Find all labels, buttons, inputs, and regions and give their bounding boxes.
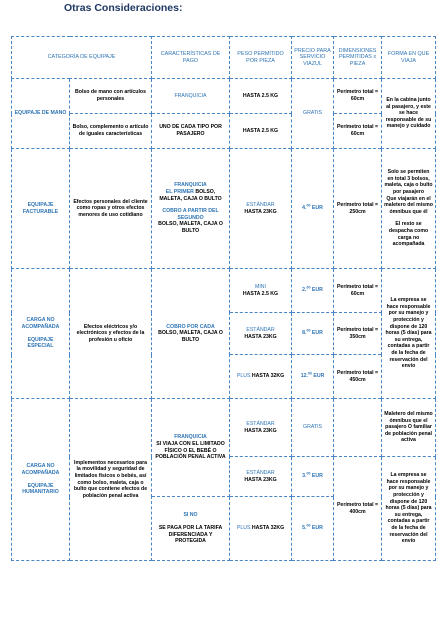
page-title: Otras Consideraciones: (64, 2, 183, 14)
humanitario-pago-1 (152, 399, 230, 497)
facturable-item: Efectos personales del cliente como ropas y otros efectos menores de uso cotidiano (70, 149, 152, 269)
humanitario-peso-2 (230, 457, 292, 497)
especial-precio-mini-sup: 00 (306, 285, 311, 290)
especial-pago (152, 269, 230, 399)
especial-peso-plus-label: PLUS (236, 373, 251, 380)
row-humanitario-1 (12, 399, 436, 457)
baggage-table (11, 36, 436, 561)
especial-pago-label: COBRO POR CADA (166, 323, 215, 330)
humanitario-precio-3-num: 5. (302, 525, 307, 532)
facturable-pago-b-text: BOLSO, MALETA, CAJA O BULTO (158, 221, 223, 234)
facturable-precio-num: 4. (302, 205, 307, 212)
humanitario-precio-2-num: 3. (302, 473, 307, 480)
especial-forma: La empresa se hace responsable por su manejo y protección y dispone de 120 horas (5 días) para su entrega, contadas a partir de la fecha de reservación del envío (382, 269, 436, 399)
especial-precio-plus-num: 12. (300, 373, 308, 380)
especial-peso-plus-value: HASTA 32KG (251, 373, 285, 380)
mano-item-1: Bolso de mano con artículos personales (70, 79, 152, 114)
mano-dim-2: Perímetro total = 60cm (334, 114, 382, 149)
humanitario-dim-empty (334, 399, 382, 457)
header-precio: PRECIO PARA SERVICIO VIAZUL (292, 37, 334, 79)
cat-especial (12, 269, 70, 399)
mano-pago-1: FRANQUICIA (152, 79, 230, 114)
facturable-pago-b-label: COBRO A PARTIR DEL SEGUNDO (162, 208, 219, 221)
humanitario-peso-3-label: PLUS (236, 525, 251, 532)
especial-precio-mini-cur: EUR (311, 287, 323, 294)
humanitario-precio-3 (292, 497, 334, 561)
mano-peso-2: HASTA 2.5 KG (230, 114, 292, 149)
especial-peso-mini (230, 269, 292, 313)
humanitario-precio-2-cur: EUR (311, 473, 323, 480)
humanitario-pago-2-text: SE PAGA POR LA TARIFA DIFERENCIADA Y PROTEGIDA (158, 524, 223, 545)
humanitario-peso-2-value: HASTA 23KG (244, 476, 277, 483)
especial-peso-mini-label: MINI (255, 283, 266, 290)
especial-peso-estandar (230, 313, 292, 355)
humanitario-pago-1-label: FRANQUICIA (174, 434, 207, 441)
especial-precio-mini-num: 2. (302, 287, 307, 294)
header-caracteristicas: CARACTERÍSTICAS DE PAGO (152, 37, 230, 79)
facturable-forma-a: Solo se permiten en total 3 bolsos, maleta, caja o bulto por pasajero (384, 169, 433, 196)
cat-humanitario-a: CARGA NO ACOMPAÑADA (21, 463, 60, 476)
header-dimensiones: DIMENSIONES PERMITIDAS x PIEZA (334, 37, 382, 79)
facturable-pago-a-text: BOLSO, MALETA, CAJA O BULTO (159, 189, 222, 202)
especial-pago-text: BOLSO, MALETA, CAJA O BULTO (158, 330, 223, 343)
header-forma: FORMA EN QUE VIAJA (382, 37, 436, 79)
row-mano-1 (12, 79, 436, 114)
especial-dim-estandar: Perímetro total = 350cm (334, 313, 382, 355)
humanitario-precio-2 (292, 457, 334, 497)
header-peso: PESO PERMITIDO POR PIEZA (230, 37, 292, 79)
facturable-peso-value: HASTA 23KG (244, 208, 277, 215)
mano-item-2: Bolso, complemento o artículo de iguales características (70, 114, 152, 149)
humanitario-peso-2-label: ESTÁNDAR (246, 469, 275, 476)
especial-dim-plus: Perímetro total = 450cm (334, 355, 382, 399)
especial-peso-mini-value: HASTA 2.5 KG (242, 290, 279, 297)
cat-humanitario (12, 399, 70, 561)
humanitario-forma-1: Maletero del mismo ómnibus que el pasajero O familiar de población penal activa (382, 399, 436, 457)
facturable-precio (292, 149, 334, 269)
especial-precio-plus-sup: 00 (307, 371, 312, 376)
especial-peso-plus (230, 355, 292, 399)
cat-especial-b: EQUIPAJE ESPECIAL (27, 336, 54, 350)
row-mano-2 (12, 114, 436, 149)
humanitario-peso-1-value: HASTA 23KG (244, 427, 277, 434)
mano-peso-1: HASTA 2.5 KG (230, 79, 292, 114)
humanitario-precio-3-sup: 00 (306, 523, 311, 528)
cat-mano: EQUIPAJE DE MANO (12, 79, 70, 149)
facturable-pago-a-prefix: EL PRIMER (165, 189, 194, 196)
mano-forma: En la cabina junto al pasajero, y este se hace responsable de su manejo y cuidado (382, 79, 436, 149)
especial-precio-mini (292, 269, 334, 313)
humanitario-peso-3-value: HASTA 32KG (251, 525, 285, 532)
humanitario-pago-2 (152, 497, 230, 561)
humanitario-item: Implementos necesarios para la movilidad y seguridad de limitados físicos o bebés, así como bolso, maleta, caja o bulto que contiene efectos de población penal activa (70, 399, 152, 561)
especial-peso-estandar-label: ESTÁNDAR (246, 326, 275, 333)
humanitario-precio-2-sup: 00 (306, 471, 311, 476)
especial-precio-plus-cur: EUR (313, 373, 325, 380)
especial-precio-estandar-sup: 00 (306, 328, 311, 333)
facturable-precio-sup: 00 (306, 203, 311, 208)
facturable-forma-b: Que viajarán en el maletero del mismo ómnibus que él (384, 195, 433, 215)
facturable-peso (230, 149, 292, 269)
especial-dim-mini: Perímetro total = 60cm (334, 269, 382, 313)
cat-facturable: EQUIPAJE FACTURABLE (12, 149, 70, 269)
facturable-dim: Perímetro total = 250cm (334, 149, 382, 269)
especial-precio-estandar (292, 313, 334, 355)
facturable-peso-label: ESTÁNDAR (246, 201, 275, 208)
facturable-pago-a-label: FRANQUICIA (174, 182, 207, 189)
header-row (12, 37, 436, 79)
facturable-forma-c: El resto se despacha como carga no acompañada (388, 221, 429, 248)
mano-pago-2: UNO DE CADA TIPO POR PASAJERO (152, 114, 230, 149)
especial-peso-estandar-value: HASTA 23KG (244, 333, 277, 340)
humanitario-peso-1 (230, 399, 292, 457)
mano-dim-1: Perímetro total = 60cm (334, 79, 382, 114)
row-especial-mini (12, 269, 436, 313)
humanitario-peso-1-label: ESTÁNDAR (246, 420, 275, 427)
humanitario-pago-1-text: SI VIAJA CON EL LIMITADO FÍSICO O EL BEBÉ O POBLACIÓN PENAL ACTIVA (155, 440, 226, 461)
facturable-pago (152, 149, 230, 269)
facturable-precio-cur: EUR (311, 205, 323, 212)
humanitario-precio-3-cur: EUR (311, 525, 323, 532)
mano-precio: GRATIS (292, 79, 334, 149)
header-categoria: CATEGORÍA DE EQUIPAJE (12, 37, 152, 79)
especial-precio-estandar-num: 8. (302, 330, 307, 337)
cat-humanitario-b: EQUIPAJE HUMANITARIO (22, 482, 59, 496)
humanitario-dim: Perímetro total = 400cm (334, 457, 382, 561)
facturable-forma (382, 149, 436, 269)
humanitario-forma-2: La empresa se hace responsable por su manejo y protección y dispone de 120 horas (5 días) para su entrega, contadas a partir de la fecha de reservación del envío (382, 457, 436, 561)
cat-especial-a: CARGA NO ACOMPAÑADA (21, 317, 60, 330)
humanitario-precio-1: GRATIS (292, 399, 334, 457)
especial-precio-plus (292, 355, 334, 399)
humanitario-pago-2-label: SI NO (183, 512, 198, 519)
especial-item: Efectos eléctricos y/o electrónicos y efectos de la profesión u oficio (70, 269, 152, 399)
row-facturable (12, 149, 436, 269)
especial-precio-estandar-cur: EUR (311, 330, 323, 337)
humanitario-peso-3 (230, 497, 292, 561)
